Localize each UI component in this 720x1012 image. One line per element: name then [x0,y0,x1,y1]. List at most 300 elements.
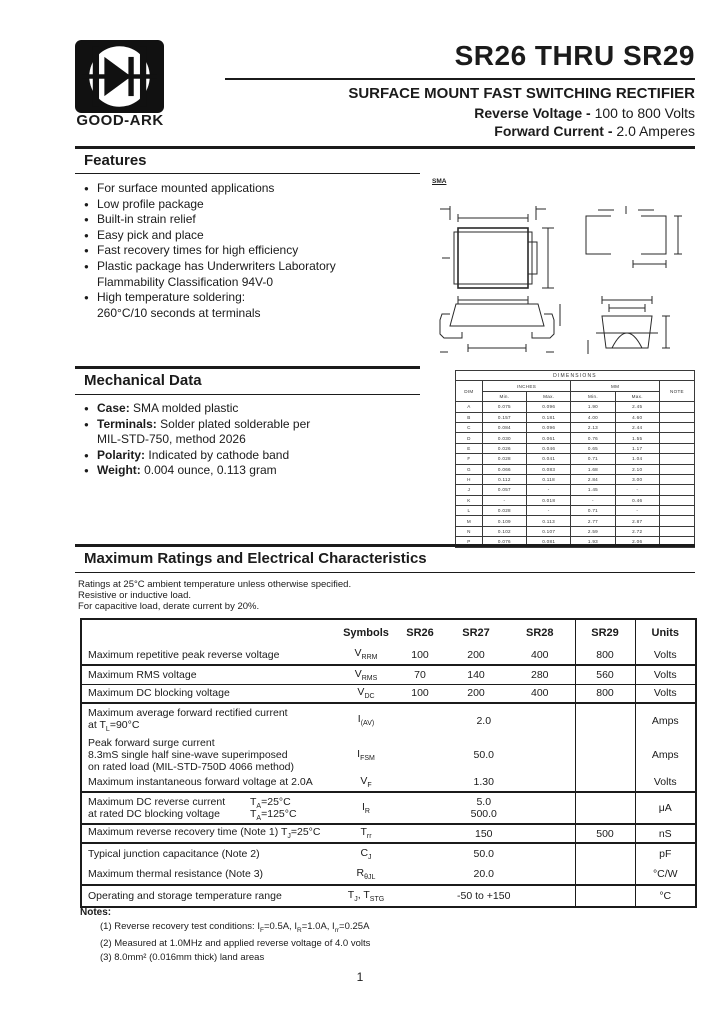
units-cell: Volts [635,645,696,665]
value-line: 150 [474,827,493,840]
feature-line [84,228,424,244]
dimension-cell: 2.06 [615,537,659,547]
value-span-cell [393,737,575,773]
mechanical-item [84,463,424,479]
feature-item [84,259,424,290]
mechanical-item [84,448,424,464]
units-cell: μA [635,792,696,824]
mechanical-underline [75,394,420,395]
dimension-cell: 4.60 [615,412,659,422]
condition-text: $T_A=25^\circ C$ [250,796,291,811]
value-cell: 140 [447,665,505,684]
symbol-cell [339,684,393,703]
mechanical-line [84,432,424,448]
dimension-row [456,485,695,495]
value-cell: 200 [447,684,505,703]
package-name-label: SMA [432,178,447,185]
ratings-row [81,824,696,843]
feature-item [84,228,424,244]
sr27-col-header: SR27 [462,626,490,639]
notes-list [100,920,370,964]
bullet-icon: ● [84,293,89,303]
ratings-row [81,843,696,864]
feature-text: Low profile package [97,196,204,211]
dimension-cell: H [456,474,483,484]
dimension-cell: M [456,516,483,526]
dimension-cell: - [571,495,615,505]
dimension-cell: 1.17 [615,443,659,453]
dimension-cell: - [615,506,659,516]
dimension-cell: 0.096 [527,402,571,412]
ratings-condition-3: For capacitive load, derate current by 20%. [78,601,260,612]
dimension-cell: 0.096 [527,422,571,432]
parameter-cell [81,703,339,737]
reverse-voltage-spec [474,105,695,121]
value-span-cell [393,864,575,885]
value-cell: 100 [393,684,447,703]
mechanical-term: Case: [97,401,134,415]
dimension-cell [659,474,694,484]
package-drawings [428,178,698,364]
parameter-line: Maximum RMS voltage [88,668,197,681]
dimension-cell [659,464,694,474]
dimension-row [456,474,695,484]
dimension-cell: 0.71 [571,506,615,516]
bullet-icon: ● [84,246,89,256]
value-cell: 100 [393,645,447,665]
feature-line [84,306,424,322]
parameter-cell [81,684,339,703]
value-cell-sr29: 800 [575,684,635,703]
parameter-cell [81,792,339,824]
dimension-cell: - [482,495,526,505]
dimension-cell: 0.107 [527,526,571,536]
dimension-cell: 0.018 [527,495,571,505]
forward-current-value: 2.0 Amperes [612,123,695,139]
feature-text: Fast recovery times for high efficiency [97,243,299,258]
ratings-condition-1: Ratings at 25°C ambient temperature unless otherwise specified. [78,579,352,590]
feature-item [84,243,424,259]
ratings-row [81,773,696,792]
package-side-view-drawing [434,296,564,361]
mechanical-line [84,401,424,417]
dimension-row [456,433,695,443]
feature-line [84,197,424,213]
ratings-table-body [81,645,696,907]
value-cell-sr29 [575,885,635,907]
symbol-subscript: R [364,808,370,816]
dimension-cell: 0.118 [527,474,571,484]
symbols-col-header: Symbols [343,626,389,639]
symbol-base: T [360,826,367,839]
ratings-row [81,885,696,907]
mm-col-header: MM [571,381,660,391]
parameter-line: at rated DC blocking voltage $T_A=125^\circ C$ [88,808,297,823]
dimension-cell: 0.030 [482,433,526,443]
dimension-cell: N [456,526,483,536]
dimension-cell: - [615,485,659,495]
dimension-cell [659,454,694,464]
mechanical-text: Solder plated solderable per [160,416,311,431]
symbol-subscript: DC [364,693,375,701]
parameter-cell [81,645,339,665]
value-span-cell [393,843,575,864]
dimension-cell [659,422,694,432]
value-line: -50 to +150 [457,890,511,902]
value-cell: 280 [505,665,575,684]
bullet-icon: ● [84,199,89,209]
value-line: 2.0 [476,714,492,727]
condition-text: $T_A=125^\circ C$ [250,808,297,823]
symbol-base: I [357,747,361,760]
ratings-header-row [81,619,696,645]
dimension-cell [659,495,694,505]
symbol-base: R [356,866,365,879]
value-span-cell [393,885,575,907]
dimension-cell: 0.075 [482,402,526,412]
dimension-cell: 2.84 [571,474,615,484]
parameter-line: Maximum DC reverse current $T_A=25^\circ C$ [88,796,291,811]
bullet-icon: ● [84,184,89,193]
dimension-cell: B [456,412,483,422]
symbol-cell [339,737,393,773]
title-divider [225,78,695,80]
forward-current-label: Forward Current - [494,123,613,139]
value-cell-sr29 [575,737,635,773]
mm-min-header: Min. [571,391,615,401]
symbol-cell [339,645,393,665]
dimension-cell: 0.084 [482,422,526,432]
mechanical-line [84,463,424,479]
symbol-base: T [347,888,355,901]
bullet-icon: ● [84,230,89,240]
dimension-cell: 0.076 [482,537,526,547]
dimension-cell: 0.083 [527,464,571,474]
inches-max-header: Max. [527,391,571,401]
feature-text: Plastic package has Underwriters Laboratory [97,258,336,273]
dimension-cell: 1.45 [571,485,615,495]
value-cell-sr29 [575,864,635,885]
dim-col-header: DIM [456,381,483,402]
dimension-cell: 0.066 [482,464,526,474]
dimension-cell: L [456,506,483,516]
feature-text: Built-in strain relief [97,212,196,227]
value-line: 20.0 [473,868,494,880]
units-cell: °C [635,885,696,907]
note-line: (2) Measured at 1.0MHz and applied reverse voltage of 4.0 volts [100,938,371,950]
note-col-header: NOTE [659,381,694,402]
dimension-cell: 1.68 [571,464,615,474]
dimension-cell: - [527,506,571,516]
dimension-row [456,454,695,464]
dimension-cell: 1.93 [571,537,615,547]
units-cell: Volts [635,665,696,684]
dimension-cell: 1.04 [615,454,659,464]
dimension-cell: 0.102 [482,526,526,536]
dimension-cell: D [456,433,483,443]
parameter-line: Maximum repetitive peak reverse voltage [88,648,280,661]
feature-line [84,243,424,259]
package-end-view-drawing [576,296,691,361]
mechanical-heading: Mechanical Data [84,372,202,389]
units-col-header: Units [635,619,696,645]
dimension-cell [659,443,694,453]
parameter-line: 8.3mS single half sine-wave superimposed [88,749,288,761]
ratings-row [81,737,696,773]
feature-item [84,197,424,213]
units-cell: Volts [635,684,696,703]
symbol-cell [339,773,393,792]
dimension-cell: 2.77 [571,516,615,526]
mechanical-text: SMA molded plastic [133,401,239,415]
units-cell: pF [635,843,696,864]
symbol-base: V [360,774,368,787]
symbol-base: , [357,888,364,901]
feature-item [84,181,424,197]
mm-max-header: Max. [615,391,659,401]
dimension-cell: 4.00 [571,412,615,422]
bullet-icon: ● [84,419,89,429]
dimensions-table-body [456,402,695,547]
ratings-row [81,864,696,885]
feature-text: Easy pick and place [97,227,204,242]
dimension-cell: 0.71 [571,454,615,464]
value-cell-sr29 [575,843,635,864]
value-cell-sr29: 560 [575,665,635,684]
symbol-base: V [354,647,362,660]
value-line: 50.0 [473,749,494,761]
features-heading: Features [84,152,147,169]
value-span-cell [393,773,575,792]
parameter-cell [81,665,339,684]
dimension-cell: A [456,402,483,412]
value-cell-sr29 [575,792,635,824]
dimension-row [456,526,695,536]
dimension-row [456,443,695,453]
value-line: 1.30 [473,776,494,788]
sr26-col-header: SR26 [406,626,434,639]
symbol-subscript: rr [366,833,372,841]
document-subtitle: SURFACE MOUNT FAST SWITCHING RECTIFIER [348,85,695,102]
bullet-icon: ● [84,215,89,225]
dimension-row [456,464,695,474]
bullet-icon: ● [84,404,89,413]
symbol-subscript: J [354,896,358,904]
feature-line [84,275,424,291]
parameter-line: Operating and storage temperature range [88,890,282,902]
units-cell: nS [635,824,696,843]
symbol-base: C [360,846,369,859]
symbol-cell [339,824,393,843]
mechanical-term: Polarity: [97,447,149,462]
dimension-cell: 2.59 [571,526,615,536]
value-span-cell [393,792,575,824]
value-cell: 400 [505,684,575,703]
goodark-logo-icon [75,40,164,113]
dimension-cell: 0.028 [482,506,526,516]
note-line: (1) Reverse recovery test conditions: $I_F=0.5A$, $I_R=1.0A$, $I_{rr}=0.25A$ [100,921,370,934]
dimension-cell [659,516,694,526]
dimension-cell [659,485,694,495]
parameter-line: Maximum average forward rectified current [88,707,288,720]
dimension-cell: 2.10 [615,464,659,474]
dimensions-table [455,370,695,548]
dimension-row [456,412,695,422]
feature-line [84,181,424,197]
feature-line [84,259,424,275]
value-cell: 400 [505,645,575,665]
parameter-line: on rated load (MIL-STD-750D 4066 method) [88,761,295,773]
value-cell-sr29 [575,703,635,737]
symbol-subscript: RMS [361,674,378,682]
mechanical-text: Indicated by cathode band [148,447,290,462]
dimension-cell: 1.90 [571,402,615,412]
symbol-subscript: FSM [360,755,375,763]
dimension-cell: 0.026 [482,443,526,453]
ratings-row [81,703,696,737]
symbol-cell [339,703,393,737]
value-cell-sr29 [575,773,635,792]
ratings-row [81,645,696,665]
parameter-line: Peak forward surge current [88,737,215,749]
parameter-line: at $T_L=90^\circ C$ [88,719,140,734]
value-line: 50.0 [473,848,494,860]
dimension-cell: 0.057 [482,485,526,495]
dimension-cell [659,412,694,422]
parameter-cell [81,773,339,792]
dimension-row [456,495,695,505]
dimension-cell: 2.72 [615,526,659,536]
ratings-heading: Maximum Ratings and Electrical Characteristics [84,550,427,567]
header-divider [75,146,695,149]
bullet-icon: ● [84,261,89,271]
dimension-cell: P [456,537,483,547]
mechanical-item [84,417,424,448]
symbol-base: I [362,800,365,813]
ratings-row [81,684,696,703]
parameter-cell [81,843,339,864]
dimension-cell: K [456,495,483,505]
mechanical-top-rule [75,366,420,369]
forward-current-spec [494,123,695,139]
feature-text: High temperature soldering: [97,290,246,305]
ratings-table [80,618,697,908]
features-list [84,181,424,321]
feature-text: Flammability Classification 94V-0 [97,274,274,289]
units-cell: Volts [635,773,696,792]
ratings-row [81,665,696,684]
feature-line [84,290,424,306]
dimension-cell: 2.87 [615,516,659,526]
dimension-row [456,422,695,432]
inches-col-header: INCHES [482,381,571,391]
symbol-cell [339,885,393,907]
note-number: (1) [100,921,115,932]
brand-name: GOOD-ARK [76,112,164,129]
feature-text: For surface mounted applications [97,181,275,195]
symbol-subscript: RRM [361,654,378,662]
dimension-cell: - [527,485,571,495]
pad-layout-drawing [578,206,688,276]
symbol-cell [339,665,393,684]
dimension-cell: 0.157 [482,412,526,422]
feature-item [84,212,424,228]
mechanical-term: Weight: [97,463,145,478]
dimension-cell: J [456,485,483,495]
symbol-base: T [363,888,370,901]
sr29-col-header: SR29 [575,619,635,645]
dimension-cell: G [456,464,483,474]
units-cell: Amps [635,737,696,773]
mechanical-line [84,448,424,464]
inches-min-header: Min. [482,391,526,401]
symbol-subscript: θJL [364,874,376,882]
dimension-row [456,516,695,526]
page-title: SR26 THRU SR29 [454,40,695,71]
dimension-cell: 0.113 [527,516,571,526]
value-span-cell [393,824,575,843]
bullet-icon: ● [84,450,89,460]
bullet-icon: ● [84,466,89,476]
dimension-cell: 0.46 [615,495,659,505]
value-cell-sr29: 500 [575,824,635,843]
dimension-cell: 0.061 [527,433,571,443]
symbol-subscript: STG [369,896,385,904]
dimension-cell: 0.109 [482,516,526,526]
features-underline [75,173,420,174]
value-cell-sr29: 800 [575,645,635,665]
dimension-cell: 0.046 [527,443,571,453]
dimension-cell: 2.44 [615,422,659,432]
dimension-cell: 2.45 [615,402,659,412]
dimension-row [456,402,695,412]
notes-heading: Notes: [80,907,112,918]
value-cell: 70 [393,665,447,684]
mechanical-text: MIL-STD-750, method 2026 [97,432,246,447]
parameter-cell [81,885,339,907]
dimension-cell: 3.00 [615,474,659,484]
dimension-cell [659,526,694,536]
dimension-cell: 2.13 [571,422,615,432]
ratings-top-rule [75,544,695,547]
mechanical-item [84,401,424,417]
dimension-cell: E [456,443,483,453]
feature-line [84,212,424,228]
feature-item [84,290,424,321]
feature-text: 260°C/10 seconds at terminals [97,305,261,320]
ratings-underline [75,572,695,573]
mechanical-text: 0.004 ounce, 0.113 gram [144,463,277,478]
symbol-subscript: J [368,854,372,862]
dimension-cell: 0.112 [482,474,526,484]
dimension-cell: 0.65 [571,443,615,453]
dimension-cell [659,506,694,516]
sr28-col-header: SR28 [525,626,554,639]
dimension-cell: 1.55 [615,433,659,443]
dimension-cell: 0.181 [527,412,571,422]
reverse-voltage-label: Reverse Voltage - [474,105,591,121]
reverse-voltage-value: 100 to 800 Volts [590,105,695,121]
dimension-cell [659,433,694,443]
parameter-line: Maximum reverse recovery time (Note 1) $T_J=25^\circ C$ [88,826,321,841]
mechanical-line [84,417,424,433]
dimension-cell: 0.041 [527,454,571,464]
parameter-cell [81,824,339,843]
parameter-cell [81,737,339,773]
dimension-cell: C [456,422,483,432]
symbol-subscript: F [367,782,372,790]
ratings-condition-2: Resistive or inductive load. [78,590,191,601]
